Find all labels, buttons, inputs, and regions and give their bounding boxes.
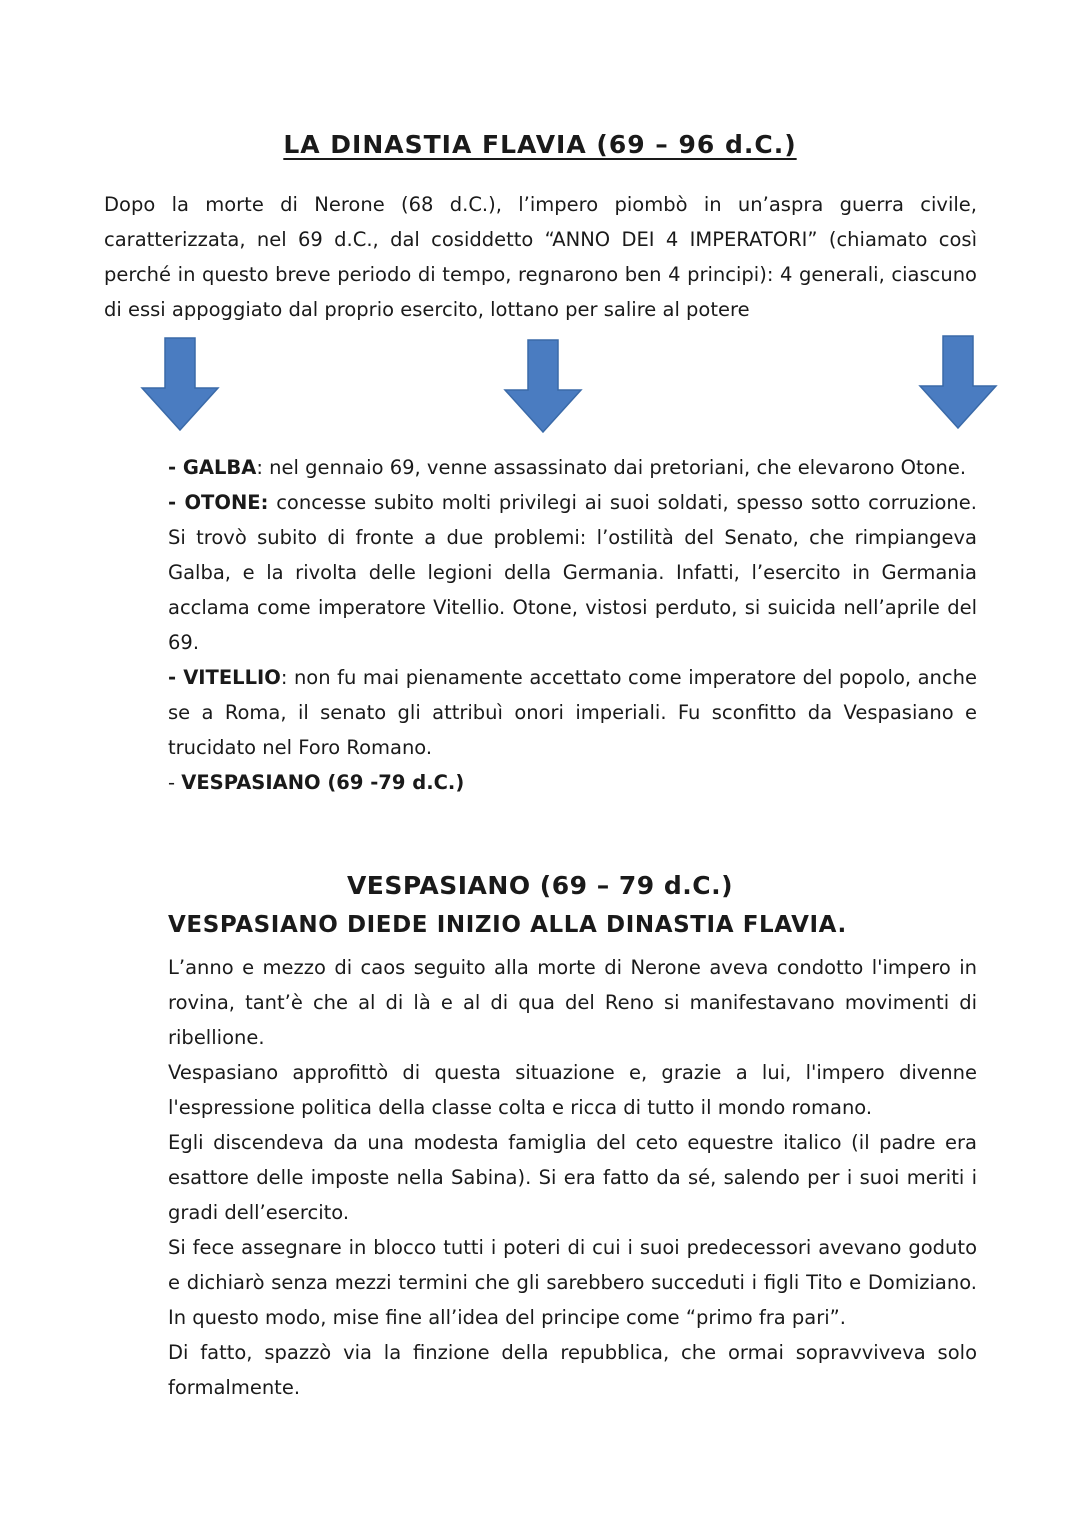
body-paragraph: Si fece assegnare in blocco tutti i poteri di cui i suoi predecessori avevano goduto e dichiarò senza mezzi termini che gli sarebbero succeduti i figli Tito e Domiziano. In questo modo, mise fine all’idea del principe come “primo fra pari”. — [168, 1236, 977, 1329]
body-paragraph: Vespasiano approfittò di questa situazione e, grazie a lui, l'impero divenne l'espressione politica della classe colta e ricca di tutto il mondo romano. — [168, 1061, 977, 1119]
list-dash: - — [168, 491, 185, 514]
page-title-text: LA DINASTIA FLAVIA (69 – 96 d.C.) — [283, 130, 797, 159]
list-dash: - — [168, 771, 182, 794]
down-arrow-icon — [503, 338, 583, 434]
emperor-name-galba: GALBA — [182, 456, 257, 479]
emperor-text-otone: concesse subito molti privilegi ai suoi soldati, spesso sotto corruzione. Si trovò subito di fronte a due problemi: l’ostilità del Senato, che rimpiangeva Galba, e la rivolta delle legioni della Germania. Infatti, l’esercito in Germania acclama come imperatore Vitellio. Otone, vistosi perduto, si suicida nell’aprile del 69. — [168, 491, 977, 654]
section-subtitle: VESPASIANO DIEDE INIZIO ALLA DINASTIA FLAVIA. — [168, 912, 847, 938]
section-title: VESPASIANO (69 – 79 d.C.) — [346, 871, 734, 900]
emperors-list — [168, 450, 977, 800]
body-paragraph: Egli discendeva da una modesta famiglia del ceto equestre italico (il padre era esattore delle imposte nella Sabina). Si era fatto da sé, salendo per i suoi meriti i gradi dell’esercito. — [168, 1131, 977, 1224]
body-paragraph: Di fatto, spazzò via la finzione della repubblica, che ormai sopravviveva solo formalmente. — [168, 1341, 977, 1399]
list-dash: - — [168, 456, 183, 479]
list-item-galba — [168, 450, 977, 485]
list-item-vitellio — [168, 660, 977, 765]
emperor-text-vitellio: : non fu mai pienamente accettato come imperatore del popolo, anche se a Roma, il senato gli attribuì onori imperiali. Fu sconfitto da Vespasiano e trucidato nel Foro Romano. — [168, 666, 977, 759]
emperor-name-vitellio: VITELLIO — [183, 666, 281, 689]
down-arrow-icon — [140, 336, 220, 432]
list-item-vespasiano — [168, 765, 977, 800]
emperor-name-otone: OTONE: — [184, 491, 269, 514]
intro-paragraph: Dopo la morte di Nerone (68 d.C.), l’impero piombò in un’aspra guerra civile, caratterizzata, nel 69 d.C., dal cosiddetto “ANNO DEI 4 IMPERATORI” (chiamato così perché in questo breve periodo di tempo, regnarono ben 4 principi): 4 generali, ciascuno di essi appoggiato dal proprio esercito, lottano per salire al potere — [104, 193, 977, 321]
list-dash: - — [168, 666, 184, 689]
emperor-text-galba: : nel gennaio 69, venne assassinato dai pretoriani, che elevarono Otone. — [256, 456, 967, 479]
list-item-otone — [168, 485, 977, 660]
page-title — [0, 130, 1080, 159]
emperor-name-vespasiano: VESPASIANO (69 -79 d.C.) — [181, 771, 465, 794]
section-body — [168, 950, 977, 1405]
body-paragraph: L’anno e mezzo di caos seguito alla morte di Nerone aveva condotto l'impero in rovina, tant’è che al di là e al di qua del Reno si manifestavano movimenti di ribellione. — [168, 956, 977, 1049]
down-arrow-icon — [918, 334, 998, 430]
